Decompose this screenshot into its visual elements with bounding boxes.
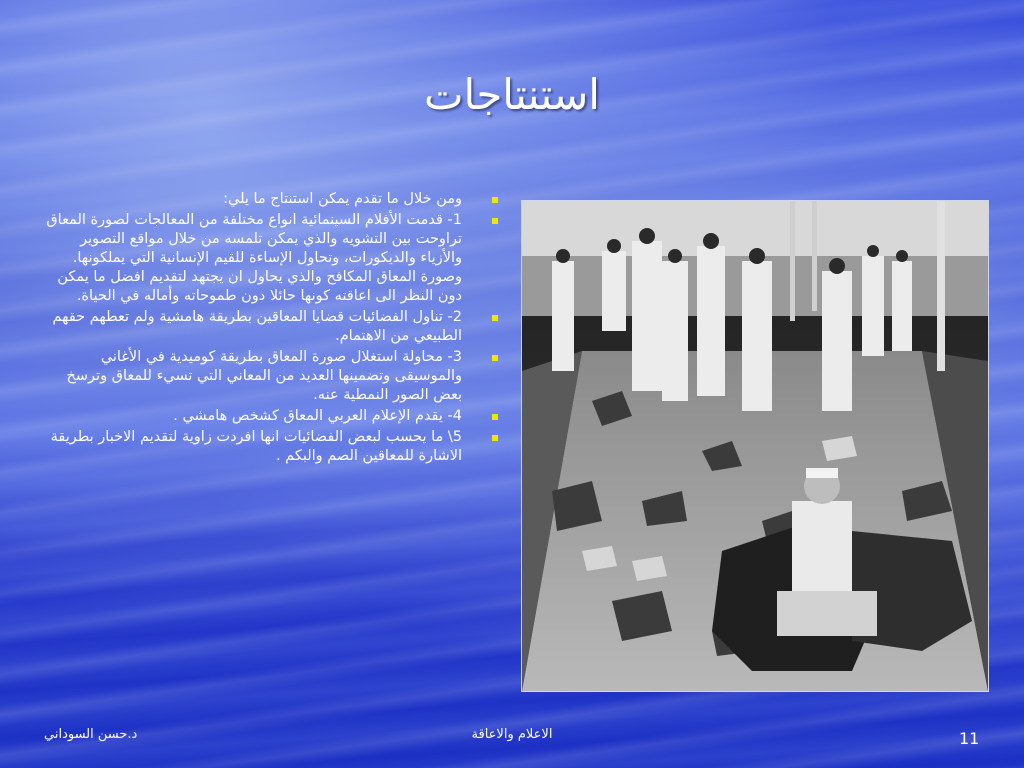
- footer-author: د.حسن السوداني: [44, 727, 138, 742]
- bullet-item: 3- محاولة استغلال صورة المعاق بطريقة كوميدية في الأغاني والموسيقى وتضمينها العديد من المعاني التي تسيء للمعاق وترسخ بعض الصور النمطية عنه.: [40, 348, 498, 405]
- page-number: 11: [959, 729, 980, 748]
- bullet-list: [40, 190, 498, 468]
- bullet-item: 4- يقدم الإعلام العربي المعاق كشخص هامشي .: [40, 407, 498, 426]
- slide-title: استنتاجات: [424, 70, 600, 119]
- street-photo: [521, 200, 989, 692]
- footer-title: الاعلام والاعاقة: [471, 727, 553, 742]
- bullet-item: 5\ ما يحسب لبعض الفضائيات انها افردت زاوية لتقديم الاخبار بطريقة الاشارة للمعاقين الصم والبكم .: [40, 428, 498, 466]
- bullet-item: ومن خلال ما تقدم يمكن استنتاج ما يلي:: [40, 190, 498, 209]
- bullet-item: 2- تناول الفضائيات قضايا المعاقين بطريقة هامشية ولم تعطهم حقهم الطبيعي من الاهتمام.: [40, 308, 498, 346]
- bullet-item: 1- قدمت الأفلام السينمائية انواع مختلفة من المعالجات لصورة المعاق تراوحت بين التشويه والذي يمكن تلمسه من خلال مواقع التصوير والأزياء والديكورات، وتحاول الإساءة للقيم الإنسانية التي يملكونها. وصورة المعاق المكافح والذي يحاول ان يجتهد لتقديم افضل ما يمكن دون النظر الى اعاقته كونها حائلا دون طموحاته وأماله في الحياة.: [40, 211, 498, 306]
